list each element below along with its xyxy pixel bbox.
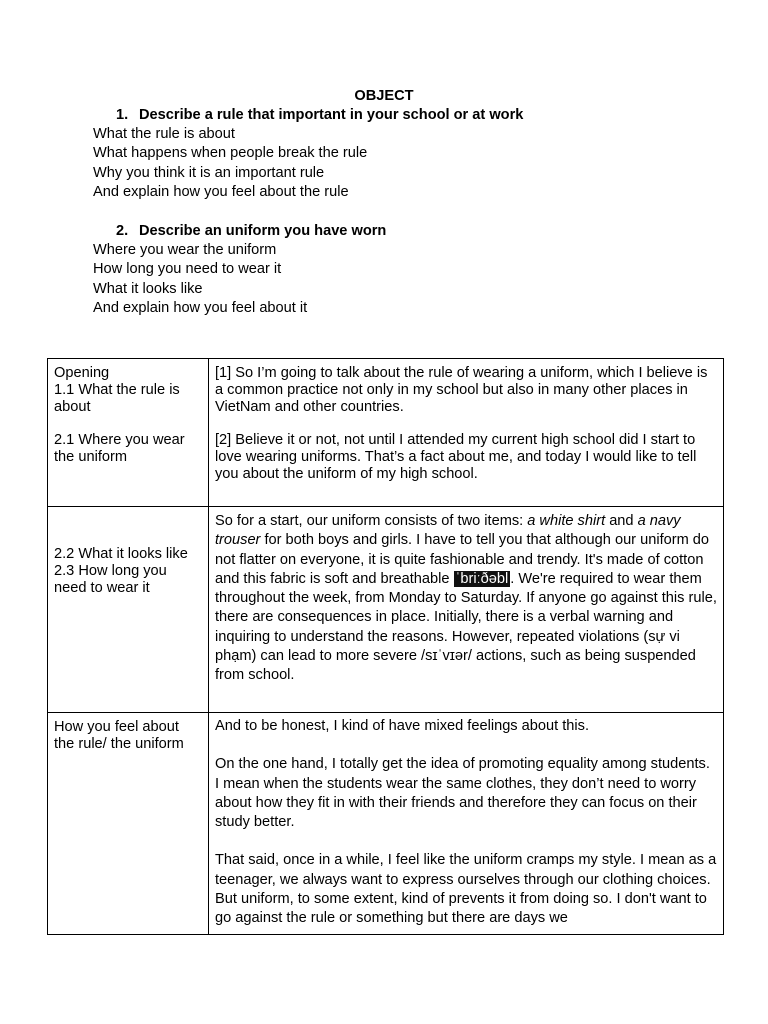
section-uniform-heading	[116, 222, 733, 241]
answer-paragraph: That said, once in a while, I feel like the uniform cramps my style. I mean as a teenager, we always want to express ourselves through our clothing choices. But uniform, to some extent, kind of prevents it from doing so. I don't want to go against the rule or something but there are days we	[215, 852, 717, 927]
table-row	[48, 713, 724, 935]
table-cell-answer	[209, 359, 724, 507]
cell-label: Opening	[54, 365, 110, 381]
cell-label: 2.3 How long you need to wear it	[54, 562, 167, 596]
table-cell-label	[48, 359, 209, 507]
section-uniform-title: Describe an uniform you have worn	[139, 223, 387, 239]
section-rule-heading	[116, 106, 733, 125]
cell-label: How you feel about the rule/ the uniform	[54, 719, 184, 752]
prompt-line: How long you need to wear it	[93, 261, 282, 278]
answer-paragraph: [2] Believe it or not, not until I attended my current high school did I start to love wearing uniforms. That’s a fact about me, and today I would like to tell you about the uniform of my high school.	[215, 432, 697, 482]
answer-table	[47, 358, 724, 935]
table-row	[48, 507, 724, 713]
prompt-line: What the rule is about	[93, 126, 235, 142]
prompt-line: Why you think it is an important rule	[93, 164, 325, 181]
answer-text: for both boys and girls. I have to tell you that although our uniform do not flatter on everyone, it is quite fashionable and trendy. It's made of cotton and this fabric is soft and breathable	[215, 532, 710, 587]
prompt-line: What it looks like	[93, 280, 203, 297]
table-cell-answer	[209, 713, 724, 935]
answer-text: . We're required to wear them throughout the week, from Monday to Saturday. If anyone go against this rule, there are consequences in place. Initially, there is a verbal warning and inquiring to understand the reasons. However, repeated violations (sự vi phạm) can lead to more severe /sɪˈvɪər/ actions, such as being suspended from school.	[215, 570, 717, 684]
answer-paragraph: And to be honest, I kind of have mixed feelings about this.	[215, 718, 590, 734]
answer-text: So for a start, our uniform consists of two items:	[215, 513, 528, 529]
table-cell-label	[48, 507, 209, 713]
prompt-line: Where you wear the uniform	[93, 242, 277, 258]
answer-paragraph: [1] So I’m going to talk about the rule of wearing a uniform, which I believe is a common practice not only in my school but also in many other places in VietNam and other countries.	[215, 365, 708, 415]
answer-text-italic: a white shirt	[527, 513, 606, 529]
prompt-line: And explain how you feel about it	[93, 299, 308, 316]
section-uniform-number: 2.	[116, 223, 129, 239]
answer-paragraph: On the one hand, I totally get the idea of promoting equality among students. I mean when the students wear the same clothes, they don’t need to worry about how they fit in with their friends and therefore they can focus on their study better.	[215, 756, 710, 831]
table-cell-answer	[209, 507, 724, 713]
answer-text-italic: a navy trouser	[215, 513, 681, 549]
section-rule-title: Describe a rule that important in your school or at work	[139, 107, 524, 123]
cell-label: 1.1 What the rule is about	[54, 381, 180, 415]
table-row	[48, 359, 724, 507]
table-cell-label	[48, 713, 209, 935]
answer-paragraph	[215, 512, 717, 686]
prompt-line: And explain how you feel about the rule	[93, 183, 349, 200]
section-rule	[93, 106, 733, 202]
answer-text: and	[605, 513, 638, 529]
page-title: OBJECT	[354, 88, 414, 104]
section-rule-number: 1.	[116, 107, 129, 123]
section-uniform	[93, 222, 733, 318]
cell-label: 2.1 Where you wear the uniform	[54, 432, 185, 466]
prompt-line: What happens when people break the rule	[93, 145, 368, 162]
cell-label: 2.2 What it looks like	[54, 546, 188, 562]
phonetic-highlight: ˈbriːðəbl	[455, 570, 509, 587]
